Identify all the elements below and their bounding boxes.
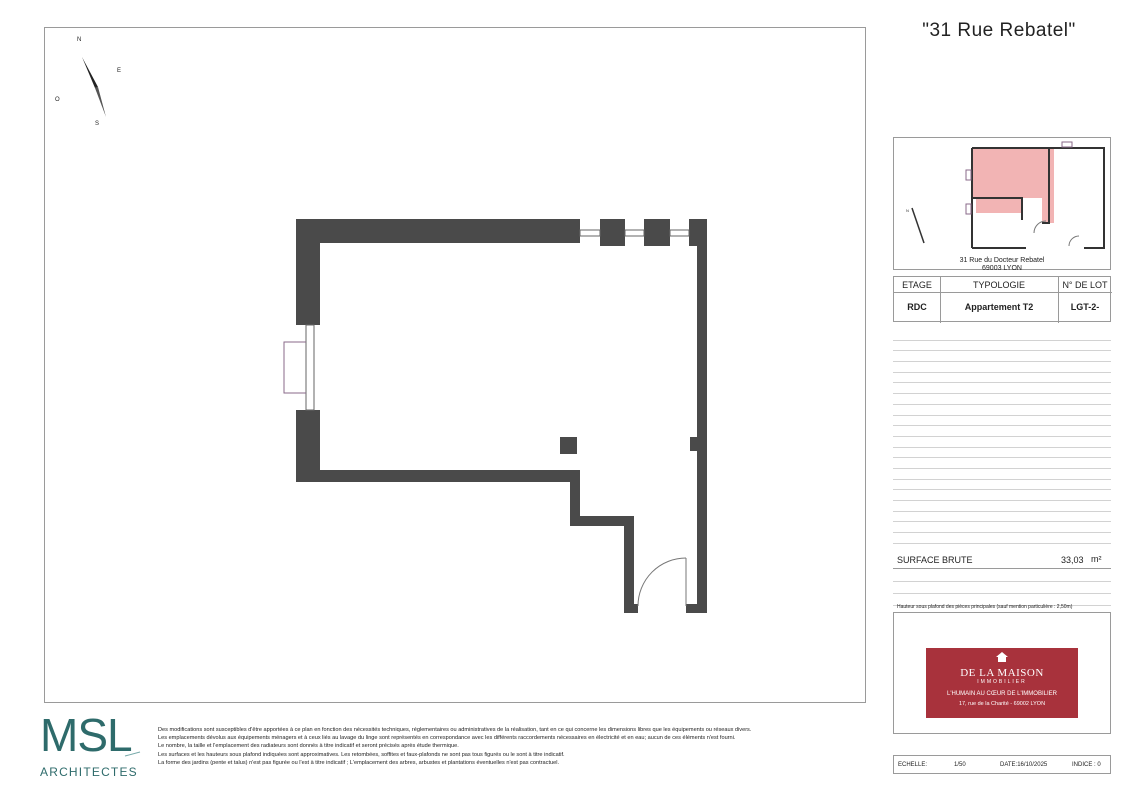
surface-ruled-lines (893, 570, 1111, 606)
address-line-2: 69003 LYON (982, 265, 1022, 272)
wall-right (697, 240, 707, 613)
note-line: Les emplacements dévolus aux équipements ménagers et à ceux liés au lavage du linge sont représentés en correspondance avec les différents raccordements nécessaires en électricité et en eau; aucun de ces éléments n'est fourni. (158, 735, 736, 742)
wall-left-upper (296, 219, 320, 325)
agency-subtitle: IMMOBILIER (977, 679, 1027, 685)
architect-logo-text: MSL (40, 709, 132, 761)
note-line: Des modifications sont susceptibles d'être apportées à ce plan en fonction des nécessités techniques, réglementaires ou administratives de la réalisation, tant en ce qui concerne les dimensions libres que les équipements ou réseaux divers. (158, 727, 752, 733)
architect-name: ARCHITECTES (40, 765, 138, 779)
wall-bottom-5 (624, 604, 638, 613)
header-etage: ETAGE (894, 277, 940, 293)
wall-bottom-4 (624, 516, 634, 606)
structural-column (560, 437, 577, 454)
compass-south-label: S (95, 121, 100, 127)
window-top-2 (625, 230, 644, 236)
key-plan-compass-icon (906, 208, 924, 243)
project-title: "31 Rue Rebatel" (922, 20, 1076, 41)
surface-label: SURFACE BRUTE (897, 555, 973, 565)
surface-row (893, 552, 1111, 569)
table-divider-2 (1058, 277, 1059, 323)
key-plan-drawing (894, 138, 1110, 269)
note-line: Les surfaces et les hauteurs sous plafond indiquées sont approximatives. Les retombées, soffites et faux-plafonds ne sont pas tous figurés ou le sont à titre indicatif. (158, 751, 565, 758)
table-divider-1 (940, 277, 941, 323)
note-line: Le nombre, la taille et l'emplacement des radiateurs sont donnés à titre indicatif et seront précisés après étude thermique. (158, 743, 459, 750)
agency-address: 17, rue de la Charité - 69002 LYON (958, 701, 1046, 707)
scale-value: 1/50 (954, 762, 966, 768)
surface-unit: m² (1091, 554, 1102, 564)
agency-tagline: L'HUMAIN AU CŒUR DE L'IMMOBILIER (947, 691, 1057, 697)
agency-logo (926, 648, 1078, 718)
compass-west-label: O (55, 97, 60, 103)
window-top-3 (670, 230, 689, 236)
window-left-swing (284, 342, 306, 393)
house-icon (996, 652, 1008, 662)
wall-pier-2 (644, 219, 670, 246)
svg-text:N: N (906, 208, 909, 213)
note-line: La forme des jardins (pente et talus) n'est pas figurée ou l'est à titre indicatif ; L'emplacement des arbres, arbustes et plantations éventuelles n'est pas contractuel. (158, 759, 560, 766)
scale-label: ECHELLE: (898, 762, 928, 768)
address-line-1: 31 Rue du Docteur Rebatel (959, 257, 1045, 264)
value-typologie: Appartement T2 (964, 302, 1034, 312)
window-top-1 (580, 230, 600, 236)
key-plan-address (893, 257, 1111, 273)
ceiling-height-note: Hauteur sous plafond des pièces principales (sauf mention particulière : 2,50m) (897, 604, 1073, 610)
wall-right-stub (690, 437, 698, 451)
compass-north-label: N (77, 37, 82, 43)
title-block-footer (893, 755, 1111, 774)
legal-notes (158, 726, 868, 767)
window-left (306, 325, 314, 410)
value-etage: RDC (907, 302, 927, 312)
key-plan-panel (893, 137, 1111, 270)
value-lot-number: LGT-2- (1070, 302, 1100, 312)
wall-bottom-1 (296, 470, 580, 482)
wall-top (296, 219, 580, 243)
lot-info-table (893, 276, 1111, 322)
compass-east-label: E (117, 68, 122, 74)
architect-logo (40, 709, 145, 780)
door-swing-arc (638, 558, 686, 606)
surface-value: 33,03 (1061, 555, 1084, 565)
index: INDICE : 0 (1072, 762, 1101, 768)
ruled-notes-area (893, 330, 1111, 544)
header-lot-number: N° DE LOT (1058, 277, 1112, 293)
header-typologie: TYPOLOGIE (940, 277, 1058, 293)
agency-name: DE LA MAISON (960, 667, 1044, 679)
wall-bottom-6 (686, 604, 706, 613)
wall-pier-1 (600, 219, 625, 246)
date: DATE:16/10/2025 (1000, 762, 1048, 768)
